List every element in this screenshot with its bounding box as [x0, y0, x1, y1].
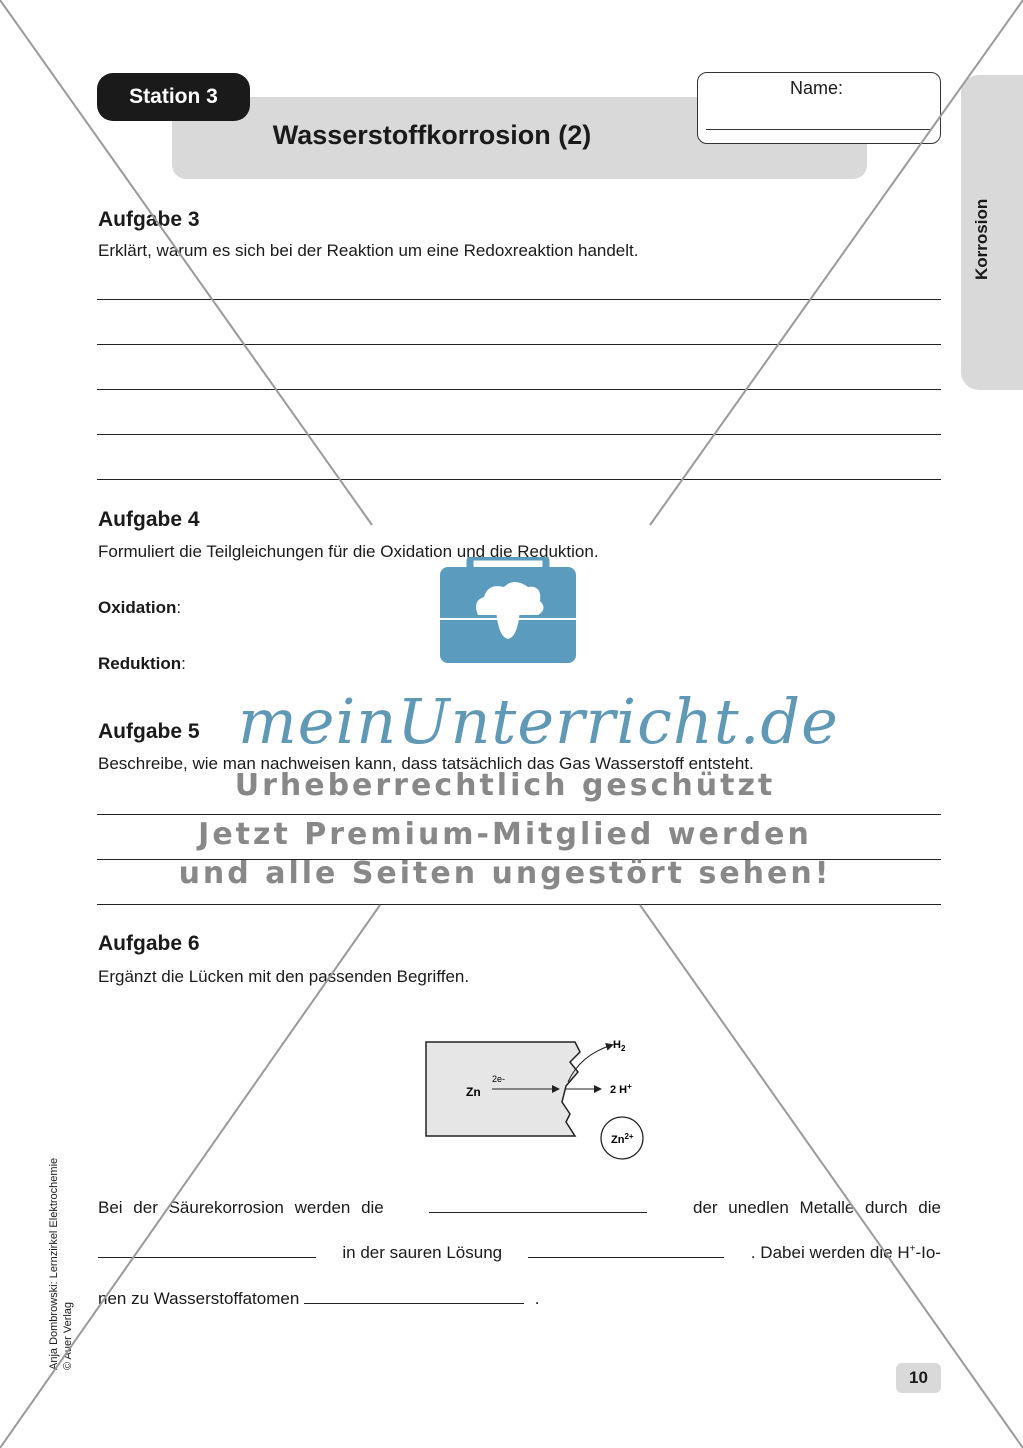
name-label: Name: [790, 78, 844, 98]
hplus-label: 2 H+ [610, 1082, 632, 1096]
page-title: Wasserstoffkorrosion (2) [272, 120, 592, 150]
task4-text: Formuliert die Teilgleichungen für die Oxidation und die Reduktion. [98, 542, 599, 561]
blank-field[interactable] [528, 1257, 724, 1258]
task5-heading: Aufgabe 5 [98, 720, 200, 743]
side-tab-label: Korrosion [972, 198, 991, 280]
answer-line[interactable] [97, 904, 941, 905]
answer-line[interactable] [97, 299, 941, 300]
task6-heading: Aufgabe 6 [98, 932, 200, 955]
name-input-line[interactable] [706, 129, 930, 130]
watermark-logo: meinUnterricht.de [238, 685, 839, 758]
task3-heading: Aufgabe 3 [98, 208, 200, 231]
answer-line[interactable] [97, 344, 941, 345]
watermark-line3: und alle Seiten ungestört sehen! [178, 856, 832, 891]
zn-ion-label: $Zn^{2+}$ [611, 1132, 634, 1146]
task5-text: Beschreibe, wie man nachweisen kann, dass tatsächlich das Gas Wasserstoff entsteht. [98, 754, 754, 773]
task3-text: Erklärt, warum es sich bei der Reaktion um eine Redoxreaktion handelt. [98, 241, 639, 260]
watermark-line2: Jetzt Premium-Mitglied werden [198, 817, 812, 852]
blank-field[interactable] [304, 1303, 524, 1304]
briefcase-icon [438, 557, 578, 665]
answer-line[interactable] [97, 434, 941, 435]
answer-line[interactable] [97, 389, 941, 390]
fill-line-3: nen zu Wasserstoffatomen . [98, 1289, 540, 1308]
watermark-line1: Urheberrechtlich geschützt [234, 768, 776, 803]
side-tab [961, 75, 1023, 390]
fill-line-2: in der sauren Lösung . Dabei werden die H+-Io- [98, 1243, 941, 1263]
zn-label: Zn [466, 1085, 481, 1099]
electrons-label: 2e- [492, 1074, 506, 1084]
reduktion-label: Reduktion: [98, 654, 186, 673]
page-number: 10 [896, 1363, 941, 1393]
task6-text: Ergänzt die Lücken mit den passenden Begriffen. [98, 967, 470, 986]
h2-label: $H_2$ [613, 1039, 626, 1053]
blank-field[interactable] [429, 1212, 647, 1213]
answer-line[interactable] [97, 814, 941, 815]
corrosion-diagram [420, 1030, 660, 1165]
task4-heading: Aufgabe 4 [98, 508, 200, 531]
oxidation-label: Oxidation: [98, 598, 182, 617]
fill-line-1: Bei der Säurekorrosion werden die der unedlen Metalle durch die [98, 1198, 941, 1217]
blank-field[interactable] [98, 1257, 316, 1258]
credit-text: Anja Dombrowski: Lernzirkel Elektrochemie © Auer Verlag [48, 1157, 74, 1370]
station-badge: Station 3 [97, 73, 250, 121]
answer-line[interactable] [97, 479, 941, 480]
